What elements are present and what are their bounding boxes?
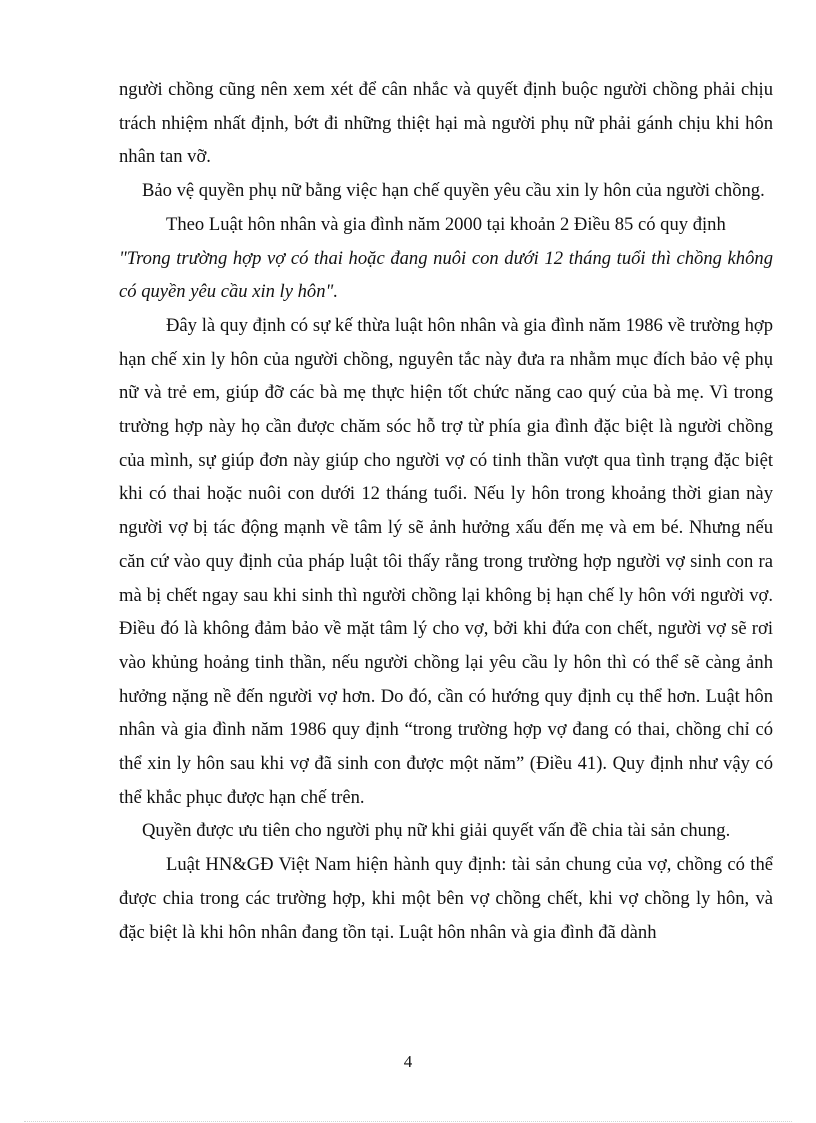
paragraph-4: Đây là quy định có sự kế thừa luật hôn nhân và gia đình năm 1986 về trường hợp hạn chế xin ly hôn của người chồng, nguyên tắc này đưa ra nhằm mục đích bảo vệ phụ nữ và trẻ em, giúp đỡ các bà mẹ thực hiện tốt chức năng cao quý của bà mẹ. Vì trong trường hợp này họ cần được chăm sóc hỗ trợ từ phía gia đình đặc biệt là người chồng của mình, sự giúp đơn này giúp cho người vợ có tinh thần vượt qua tình trạng đặc biệt khi có thai hoặc nuôi con dưới 12 tháng tuổi. Nếu ly hôn trong khoảng thời gian này người vợ bị tác động mạnh về tâm lý sẽ ảnh hưởng xấu đến mẹ và em bé. Nhưng nếu căn cứ vào quy định của pháp luật tôi thấy rằng trong trường hợp người vợ sinh con ra mà bị chết ngay sau khi sinh thì người chồng lại không bị hạn chế ly hôn với người vợ. Điều đó là không đảm bảo về mặt tâm lý cho vợ, bởi khi đứa con chết, người vợ sẽ rơi vào khủng hoảng tinh thần, nếu người chồng lại yêu cầu ly hôn thì có thể sẽ càng ảnh hưởng nặng nề đến người vợ hơn. Do đó, cần có hướng quy định cụ thể hơn. Luật hôn nhân và gia đình năm 1986 quy định “trong trường hợp vợ đang có thai, chồng chỉ có thể xin ly hôn sau khi vợ đã sinh con được một năm” (Điều 41). Quy định như vậy có thể khắc phục được hạn chế trên. xyxy=(119,314,773,808)
paragraph-6: Luật HN&GĐ Việt Nam hiện hành quy định: tài sản chung của vợ, chồng có thể được chia trong các trường hợp, khi một bên vợ chồng chết, khi vợ chồng ly hôn, và đặc biệt là khi hôn nhân đang tồn tại. Luật hôn nhân và gia đình đã dành xyxy=(119,854,773,943)
paragraph-3: Theo Luật hôn nhân và gia đình năm 2000 tại khoản 2 Điều 85 có quy định xyxy=(166,213,726,235)
paragraph-2-heading: Bảo vệ quyền phụ nữ bằng việc hạn chế quyền yêu cầu xin ly hôn của người chồng. xyxy=(142,180,765,202)
paragraph-3-quote: "Trong trường hợp vợ có thai hoặc đang nuôi con dưới 12 tháng tuổi thì chồng không có quyền yêu cầu xin ly hôn". xyxy=(119,247,773,303)
paragraph-1: người chồng cũng nên xem xét để cân nhắc và quyết định buộc người chồng phải chịu trách nhiệm nhất định, bớt đi những thiệt hại mà người phụ nữ phải gánh chịu khi hôn nhân tan vỡ. xyxy=(119,79,773,168)
paragraph-5-heading: Quyền được ưu tiên cho người phụ nữ khi giải quyết vấn đề chia tài sản chung. xyxy=(142,820,731,842)
document-body xyxy=(119,73,773,949)
page-number: 4 xyxy=(403,1052,413,1071)
footer-divider xyxy=(24,1121,792,1122)
